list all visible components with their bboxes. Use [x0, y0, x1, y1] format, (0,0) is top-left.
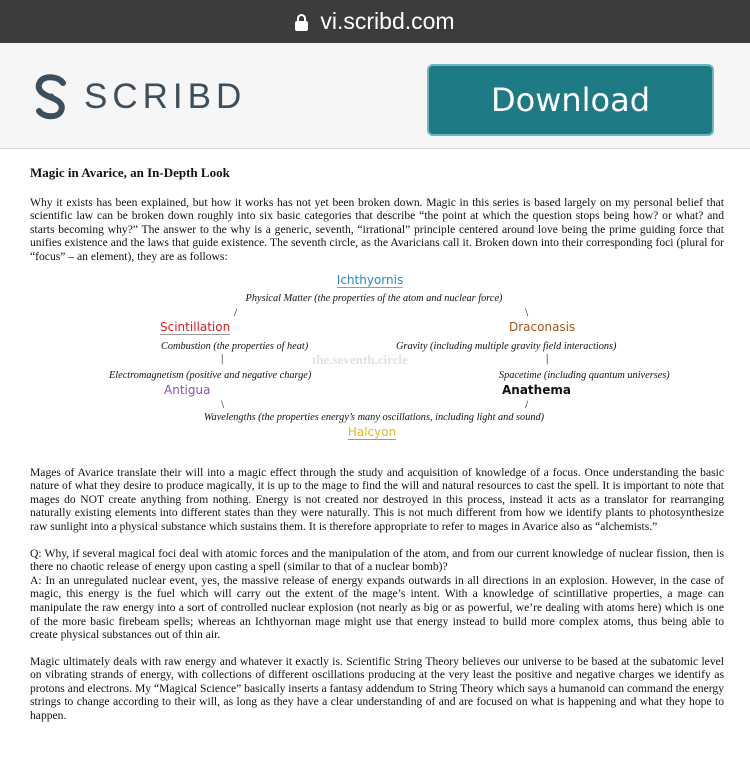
connector: \	[525, 305, 529, 319]
document-page	[30, 166, 724, 723]
label-draconasis: Draconasis	[509, 319, 576, 334]
scribd-header	[0, 43, 750, 149]
center-watermark: the.seventh.circle	[312, 351, 408, 367]
document-title: Magic in Avarice, an In-Depth Look	[30, 165, 230, 180]
lock-icon	[295, 14, 308, 31]
url-text: vi.scribd.com	[320, 8, 455, 34]
connector: |	[221, 351, 224, 365]
connector: /	[525, 397, 529, 411]
scribd-logo-icon	[32, 74, 70, 120]
desc-anathema: Spacetime (including quantum universes)	[499, 369, 670, 381]
label-halcyon: Halcyon	[347, 424, 397, 439]
connector: /	[234, 305, 238, 319]
desc-ichthyornis: Physical Matter (the properties of the atom and nuclear force)	[245, 292, 503, 304]
connector: \	[221, 397, 225, 411]
label-scintillation: Scintillation	[160, 319, 231, 334]
scribd-logo[interactable]	[32, 74, 246, 120]
connector: |	[546, 351, 549, 365]
intro-paragraph: Why it exists has been explained, but how it works has not yet been broken down. Magic in this series is based largely on my personal belief that scientific law can be broken down roughly into six basic categories that describe “the point at which the question stops being how? or what? and starts becoming why?” The answer to the why is a generic, seventh, “irrational” principle centered around love being the prime guiding force that unifies existence and the laws that guide existence. The seventh circle, as the Avaricians call it. Broken down into their corresponding foci (plural for “focus” – an element), they are as follows:	[30, 195, 724, 263]
desc-antigua: Electromagnetism (positive and negative charge)	[109, 369, 312, 381]
label-ichthyornis: Ichthyornis	[336, 272, 404, 287]
desc-draconasis: Gravity (including multiple gravity field interactions)	[396, 340, 617, 352]
question-paragraph: Q: Why, if several magical foci deal with atomic forces and the manipulation of the atom, and from our current knowledge of nuclear fission, then is there no chaotic release of energy upon casting a spell (similar to that of a nuclear bomb)?	[30, 546, 724, 574]
answer-paragraph: A: In an unregulated nuclear event, yes, the massive release of energy expands outwards in all directions in an explosion. However, in the case of magic, this energy is the fuel which will carry out the extent of the mage’s intent. With a knowledge of scintillative properties, a mage can manipulate the raw energy into a sort of controlled nuclear explosion (not nearly as big or as powerful, we’re dealing with atoms here) which is one of the more basic firebeam spells; whereas an Ichthyornan mage might use that energy instead to build more complex atoms, thus being able to create physical substances out of thin air.	[30, 573, 724, 642]
desc-halcyon: Wavelengths (the properties energy’s many oscillations, including light and sound)	[203, 411, 545, 423]
browser-url-bar[interactable]	[0, 0, 750, 43]
paragraph-mages: Mages of Avarice translate their will into a magic effect through the study and acquisition of knowledge of a focus. Once understanding the basic nature of what they desire to produce magically, it is up to the mage to find the will and natural resources to cast the spell. It is important to note that mages do NOT create anything from nothing. Energy is not created nor destroyed in this process, instead it acts as a translator for rearranging naturally existing elements into different states than they were naturally. This is not much different from how we identify plants to photosynthesize raw sunlight into a physical substance which sustains them. It is therefore appropriate to refer to mages in Avarice also as “alchemists.”	[30, 465, 724, 533]
download-button[interactable]: Download	[427, 64, 714, 136]
paragraph-string-theory: Magic ultimately deals with raw energy and whatever it exactly is. Scientific String Theory believes our universe to be based at the subatomic level on vibrating strands of energy, with collections of different oscillations producing at the very least the positive and negative charges we identify as protons and electrons. My “Magical Science” basically inserts a fantasy addendum to String Theory which says a humanoid can command the energy strings to change according to their will, as long as they have a clear understanding of and are focused on what is happening and what they hope to happen.	[30, 654, 724, 723]
label-antigua: Antigua	[164, 382, 211, 397]
foci-diagram	[30, 264, 724, 442]
scribd-logo-text: SCRIBD	[84, 77, 247, 116]
label-anathema: Anathema	[502, 382, 571, 397]
desc-scintillation: Combustion (the properties of heat)	[161, 340, 309, 352]
